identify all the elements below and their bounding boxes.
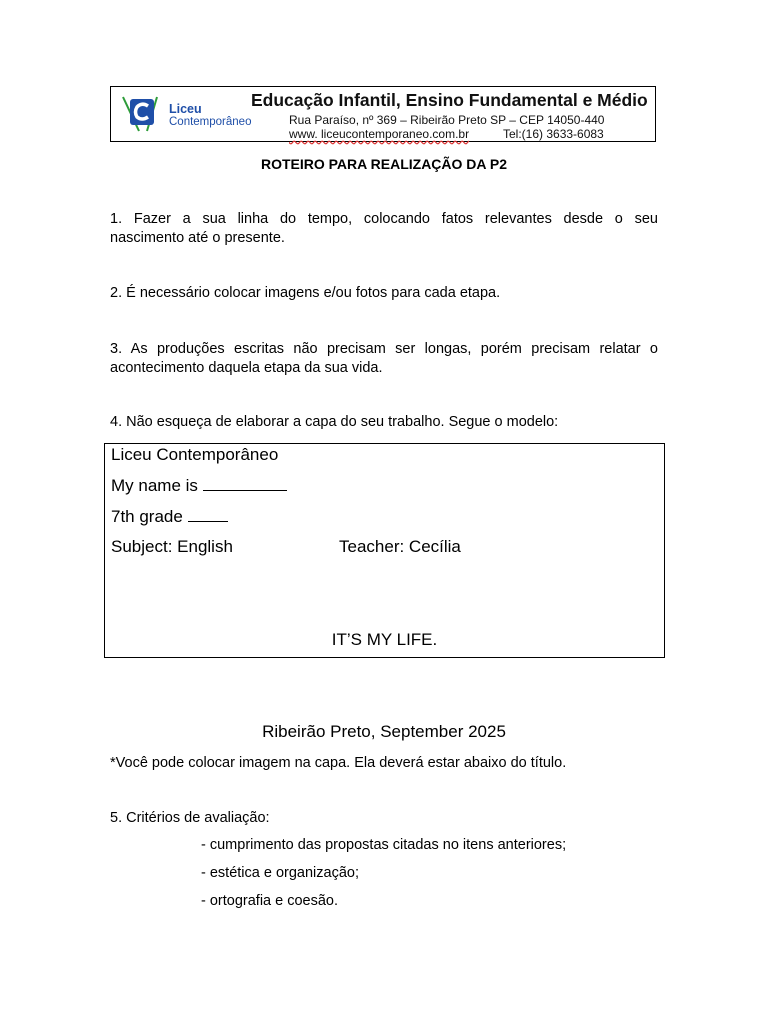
criteria-item: - estética e organização;	[201, 865, 359, 881]
place-and-date: Ribeirão Preto, September 2025	[262, 722, 506, 741]
school-header-banner	[110, 86, 656, 142]
document-title: ROTEIRO PARA REALIZAÇÃO DA P2	[260, 156, 508, 172]
name-blank-line	[203, 476, 287, 491]
liceu-logo-icon	[117, 91, 167, 137]
school-phone: Tel:(16) 3633-6083	[503, 127, 604, 141]
cover-school-name: Liceu Contemporâneo	[111, 445, 279, 464]
criteria-item: - cumprimento das propostas citadas no itens anteriores;	[201, 837, 567, 853]
criteria-heading: 5. Critérios de avaliação:	[110, 810, 270, 826]
cover-title: IT’S MY LIFE.	[331, 630, 438, 649]
criteria-item: - ortografia e coesão.	[201, 893, 339, 909]
school-address: Rua Paraíso, nº 369 – Ribeirão Preto SP – CEP 14050-440	[289, 113, 605, 127]
instruction-item-2: 2. É necessário colocar imagens e/ou fotos para cada etapa.	[110, 285, 501, 301]
instruction-item-3-line2: acontecimento daquela etapa da sua vida.	[110, 360, 383, 376]
cover-grade-label: 7th grade	[111, 507, 183, 526]
cover-teacher: Teacher: Cecília	[339, 537, 461, 556]
logo-text-liceu: Liceu	[169, 102, 202, 116]
instruction-item-1-line2: nascimento até o presente.	[110, 230, 285, 246]
school-logo	[117, 91, 253, 137]
instruction-item-1-line1: 1. Fazer a sua linha do tempo, colocando fatos relevantes desde o seu	[110, 211, 658, 227]
instruction-item-4: 4. Não esqueça de elaborar a capa do seu trabalho. Segue o modelo:	[110, 414, 559, 430]
school-website: www. liceucontemporaneo.com.br	[289, 127, 470, 141]
cover-model-box	[104, 443, 665, 658]
school-title: Educação Infantil, Ensino Fundamental e Médio	[251, 90, 648, 110]
instruction-item-3	[110, 340, 658, 378]
cover-grade-line	[111, 507, 228, 527]
instruction-item-3-line1: 3. As produções escritas não precisam ser longas, porém precisam relatar o	[110, 341, 658, 357]
cover-name-label: My name is	[111, 476, 198, 495]
instruction-item-1	[110, 210, 658, 248]
logo-text-contemporaneo: Contemporâneo	[169, 116, 252, 128]
cover-image-note: *Você pode colocar imagem na capa. Ela deverá estar abaixo do título.	[110, 755, 567, 771]
grade-blank-line	[188, 507, 228, 522]
cover-subject: Subject: English	[111, 537, 233, 556]
cover-name-line	[111, 476, 287, 496]
